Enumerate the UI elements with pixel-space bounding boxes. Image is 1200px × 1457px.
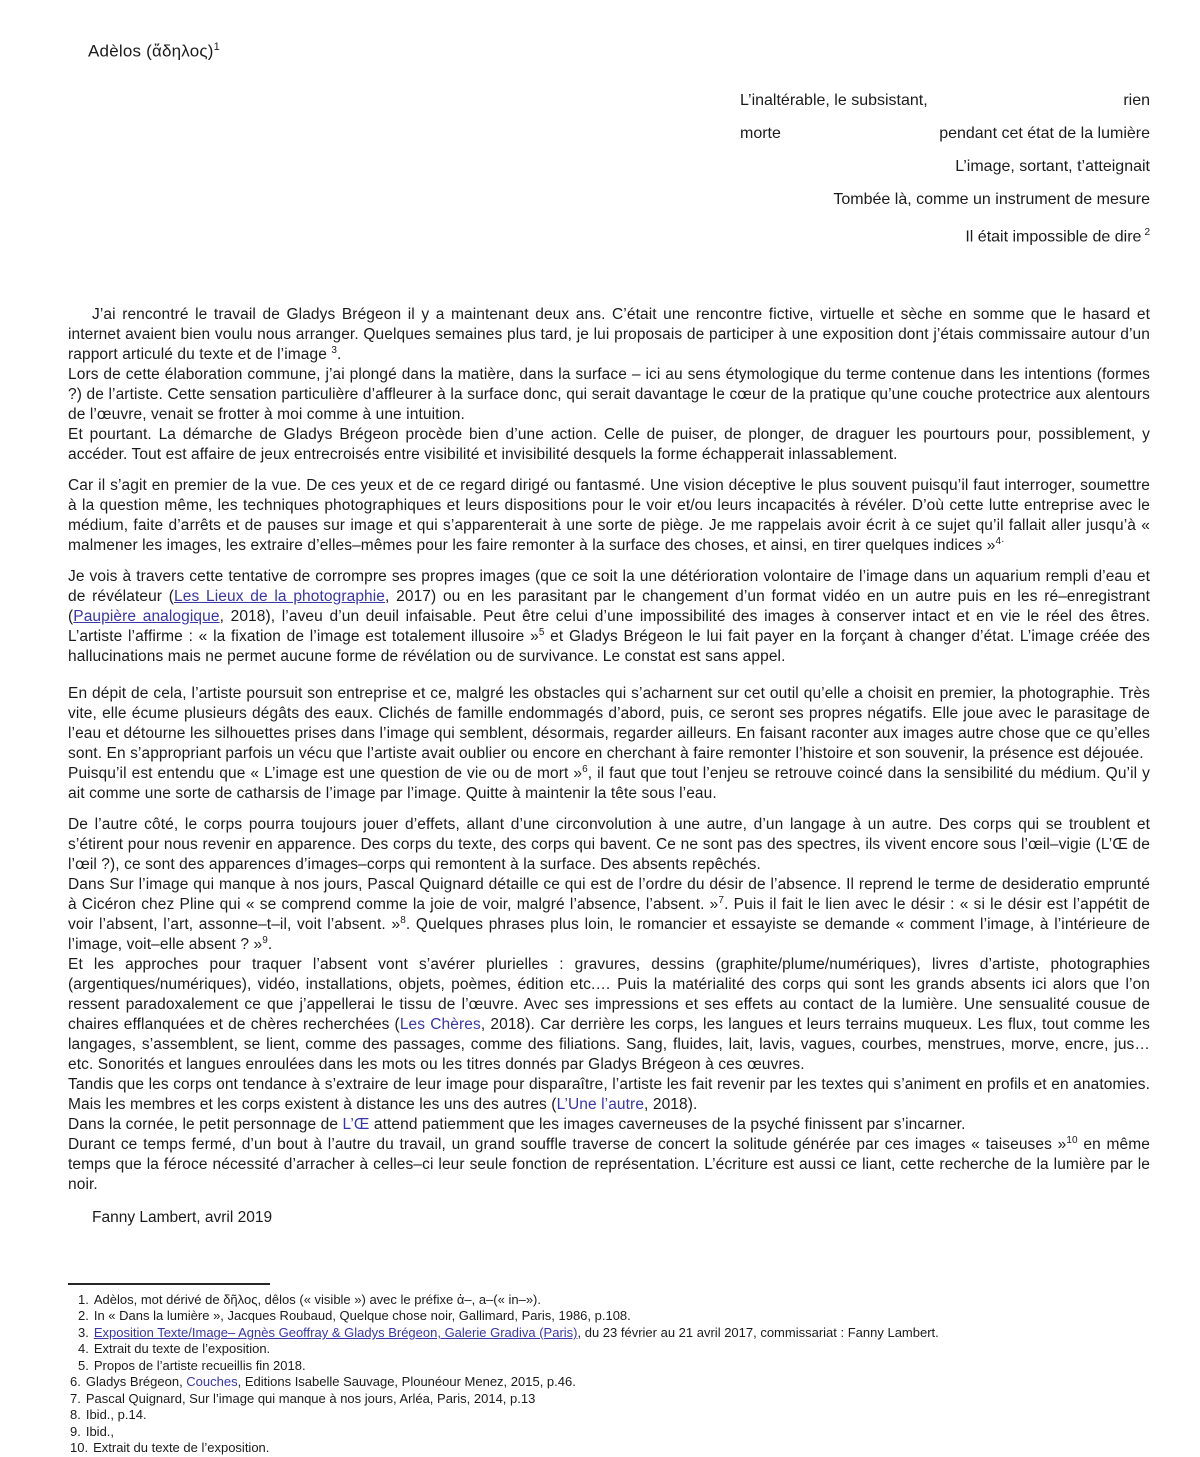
page-title: [68, 36, 1150, 63]
text-run: . Quelques phrases plus loin, le romancier et essayiste se demande « comment l’image, à l’intérieure de l’image, voit–elle absent ? »: [68, 915, 1151, 953]
poem-line: [740, 190, 1150, 210]
text-run: Extrait du texte de l’exposition.: [93, 1341, 271, 1357]
text-run: , 2018), l’aveu d’un deuil infaisable. Peut être celui d’une impossibilité des images à conserver intact et en vie le réel des êtres. L’artiste l’affirme : « la fixation de l’image est totalement illusoire »: [68, 607, 1150, 645]
poem-line-left: morte: [740, 124, 781, 142]
poem-line-right: Il était impossible de dire $^2$: [965, 226, 1150, 245]
body-paragraph: [68, 476, 1150, 556]
text-run: , 2018). Car derrière les corps, les langues et leurs terrains muqueux. Les flux, tout comme les langages, s’assemblent, se lient, comme des passages, comme des filiations. Sang, fluides, lait, lavis, vagues, courbes, menstrues, morve, encre, jus… etc. Sonorités et langues enroulées dans les mots ou les titres donnés par Gladys Brégeon à ces œuvres.: [68, 1015, 1151, 1073]
body-paragraph: [68, 1075, 1150, 1115]
poem-line-left: L’inaltérable, le subsistant,: [740, 91, 928, 109]
body-paragraph: [68, 684, 1150, 764]
inline-link[interactable]: Les Chères: [399, 1015, 481, 1033]
footnote-ref: 7: [718, 894, 725, 906]
text-run: Lors de cette élaboration commune, j’ai plongé dans la matière, dans la surface – ici au sens étymologique du terme contenue dans les intentions (formes ?) de l’artiste. Cette sensation particulière d’affleurer à la surface donc, qui serait davantage le cœur de la pratique qu’une couche protectrice aux alentours de l’œuvre, venait se frotter à moi comme à une intuition.: [68, 365, 1150, 423]
poem-line: [740, 157, 1150, 177]
body-paragraph: [68, 1135, 1150, 1195]
body-paragraph: [68, 815, 1150, 875]
text-run: Propos de l’artiste recueillis fin 2018.: [93, 1357, 306, 1373]
text-run: Et les approches pour traquer l’absent vont s’avérer plurielles : gravures, dessins (graphite/plume/numériques), livres d’artiste, photographies (argentiques/numériques), vidéo, installations, objets, poèmes, édition etc.… Puis la matérialité des corps qui sont les grands absents ici alors que l’on ressent paradoxalement ce que j’appellerai le tissu de l’œuvre. Avec ses impressions et ses effets au contact de la lumière. Une sensualité cousue de chaires efflanquées et de chères recherchées (: [68, 955, 1150, 1033]
body-paragraph: [68, 365, 1150, 425]
inline-link[interactable]: Paupière analogique: [73, 607, 220, 625]
poem-line: [740, 124, 1150, 144]
text-run: J’ai rencontré le travail de Gladys Brégeon il y a maintenant deux ans. C’était une rencontre fictive, virtuelle et sèche en somme que le hasard et internet avaient bien voulu nous arranger. Quelques semaines plus tard, je lui proposais de participer à une exposition dont j’étais commissaire autour d’un rapport articulé du texte et de l’image: [68, 305, 1150, 363]
text-run: Ibid.,: [85, 1423, 115, 1439]
footnote-number: 9.: [70, 1423, 81, 1439]
text-run: In « Dans la lumière », Jacques Roubaud, Quelque chose noir, Gallimard, Paris, 1986, p.108.: [93, 1308, 631, 1324]
poem: [740, 91, 1150, 247]
footnote-ref: 8: [400, 914, 406, 926]
text-run: .: [267, 935, 273, 953]
footnote-item: [68, 1308, 1150, 1325]
text-run: en même temps que la féroce nécessité d’arracher à celles–ci leur seule fonction de représentation. L’écriture est aussi ce liant, cette recherche de la lumière par le noir.: [68, 1135, 1151, 1193]
footnote-number: 8.: [70, 1407, 81, 1423]
body-paragraph: [68, 1115, 1150, 1135]
footnote-item: [68, 1292, 1150, 1309]
body-paragraph: [68, 875, 1150, 955]
text-run: , Editions Isabelle Sauvage, Plounéour Menez, 2015, p.46.: [237, 1374, 576, 1390]
body-paragraph: [68, 425, 1150, 465]
title-footnote-ref: 1: [213, 41, 220, 53]
text-run: Durant ce temps fermé, d’un bout à l’autre du travail, un grand souffle traverse de concert la solitude générée par ces images « taiseuses »: [68, 1135, 1067, 1153]
page-title-text: Adèlos (ἄδηλος): [88, 41, 214, 61]
footnote-ref: 10: [1066, 1134, 1078, 1146]
footnote-ref: 6: [582, 763, 588, 775]
poem-line-right: rien: [1123, 91, 1150, 109]
footnote-item: [68, 1374, 1150, 1391]
poem-line: [740, 223, 1150, 247]
text-run: En dépit de cela, l’artiste poursuit son entreprise et ce, malgré les obstacles qui s’acharnent sur cet outil qu’elle a choisit en premier, la photographie. Très vite, elle écume plusieurs dégâts des eaux. Clichés de famille endommagés d’abord, puis, ce seront ses propres négatifs. Elle joue avec le parasitage de l’eau et détourne les silhouettes prises dans l’image qui semblent, désormais, regarder ailleurs. En faisant raconter aux images autre chose que ce qu’elles sont. En s’appropriant parfois un vécu que l’artiste avait oublier ou encore en cherchant à faire remonter l’histoire et son souvenir, la présence est déjouée.: [68, 684, 1150, 762]
text-run: , 2018).: [644, 1095, 698, 1113]
inline-link[interactable]: Exposition Texte/Image– Agnès Geoffray & Gladys Brégeon, Galerie Gradiva (Paris): [93, 1324, 578, 1340]
footnote-number: 3.: [78, 1324, 89, 1340]
footnote-item: [68, 1440, 1150, 1457]
footnote-ref: 4·: [995, 535, 1005, 547]
footnote-ref: 2: [1144, 226, 1150, 238]
text-run: Ibid., p.14.: [85, 1407, 147, 1423]
text-run: Car il s’agit en premier de la vue. De ces yeux et de ce regard dirigé ou fantasmé. Une vision déceptive le plus souvent puisqu’il faut interroger, soumettre à la question même, les techniques photographiques et leurs dispositions pour le voir et/ou leurs incapacités à révéler. D’où cette lutte entreprise avec le médium, faite d’arrêts et de pauses sur image et qui s’apparenterait à une sorte de piège. Je me rappelais avoir écrit à ce sujet qu’il fallait aller jusqu’à « malmener les images, les extraire d’elles–mêmes pour les faire remonter à la surface des choses, et ainsi, en tirer quelques indices »: [68, 476, 1150, 554]
text-run: De l’autre côté, le corps pourra toujours jouer d’effets, allant d’une circonvolution à une autre, d’un langage à un autre. Des corps qui se troublent et s’étirent pour nous revenir en apparence. Des corps du texte, des corps qui bavent. Ce ne sont pas des spectres, ils vivent encore sous l’œil–vigie (L’Œ de l’œil ?), ce sont des apparences d’images–corps qui remontent à la surface. Des absents repêchés.: [68, 815, 1150, 873]
text-run: , 2017) ou en les parasitant par le changement d’un format vidéo en un autre puis en les ré–enregistrant (: [68, 587, 1150, 625]
text-run: attend patiemment que les images caverneuses de la psyché finissent par s’incarner.: [369, 1115, 966, 1133]
text-run: Dans la cornée, le petit personnage de: [68, 1115, 343, 1133]
footnote-number: 10.: [70, 1440, 89, 1456]
text-run: et Gladys Brégeon le lui fait payer en la forçant à changer d’état. L’image créée des hallucinations mais ne permet aucune forme de révélation ou de survivance. Le constat est sans appel.: [68, 627, 1150, 665]
inline-link[interactable]: L’Œ: [342, 1115, 370, 1133]
poem-line-right: Tombée là, comme un instrument de mesure: [833, 190, 1150, 208]
poem-line: [740, 91, 1150, 111]
footnote-number: 7.: [70, 1390, 81, 1406]
poem-line-right: pendant cet état de la lumière: [939, 124, 1150, 142]
text-run: . Puis il fait le lien avec le désir : « si le désir est l’appétit de voir l’absent, l’art, assonne–t–il, voit l’absent. »: [68, 895, 1150, 933]
body-paragraph: [68, 567, 1150, 667]
footnote-divider: [68, 1283, 270, 1285]
footnote-item: [68, 1407, 1150, 1424]
footnote-number: 6.: [70, 1374, 81, 1390]
footnote-item: [68, 1424, 1150, 1441]
footnote-number: 4.: [78, 1341, 89, 1357]
footnote-item: [68, 1358, 1150, 1375]
inline-link[interactable]: Les Lieux de la photographie: [174, 587, 386, 605]
footnotes-section: [68, 1283, 1150, 1457]
inline-link[interactable]: L’Une l’autre: [556, 1095, 645, 1113]
text-run: , du 23 février au 21 avril 2017, commissariat : Fanny Lambert.: [577, 1324, 939, 1340]
text-run: Puisqu’il est entendu que « L’image est une question de vie ou de mort »: [68, 764, 583, 782]
text-run: Adèlos, mot dérivé de δῆλος, dêlos (« visible ») avec le préfixe ἀ–, a–(« in–»).: [93, 1291, 541, 1307]
text-run: Et pourtant. La démarche de Gladys Brégeon procède bien d’une action. Celle de puiser, de plonger, de draguer les pourtours pour, possiblement, y accéder. Tout est affaire de jeux entrecroisés entre visibilité et invisibilité desquels la forme échapperait inlassablement.: [68, 425, 1150, 463]
body-paragraph: [68, 764, 1150, 804]
footnote-ref: 3: [331, 344, 338, 356]
footnote-item: [68, 1341, 1150, 1358]
text-run: Gladys Brégeon,: [85, 1374, 187, 1390]
text-run: Tandis que les corps ont tendance à s’extraire de leur image pour disparaître, l’artiste les fait revenir par les textes qui s’animent en profils et en anatomies. Mais les membres et les corps existent à distance les uns des autres (: [68, 1075, 1150, 1113]
footnote-number: 5.: [78, 1357, 89, 1373]
footnote-item: [68, 1391, 1150, 1408]
footnote-number: 2.: [78, 1308, 89, 1324]
footnote-number: 1.: [78, 1291, 89, 1307]
inline-link[interactable]: Couches: [186, 1374, 238, 1390]
footnote-item: [68, 1325, 1150, 1342]
body-text: [68, 305, 1150, 1195]
signature: Fanny Lambert, avril 2019: [92, 1208, 273, 1226]
text-run: .: [337, 345, 342, 363]
body-paragraph: [68, 305, 1150, 365]
footnote-ref: 9: [262, 934, 268, 946]
text-run: Dans Sur l’image qui manque à nos jours, Pascal Quignard détaille ce qui est de l’ordre du désir de l’absence. Il reprend le terme de desideratio emprunté à Cicéron chez Pline qui « se comprend comme la joie de voir, malgré l’absence, l’absent. »: [68, 875, 1150, 913]
text-run: Je vois à travers cette tentative de corrompre ses propres images (que ce soit la une détérioration volontaire de l’image dans un aquarium rempli d’eau et de révélateur (: [68, 567, 1150, 605]
body-paragraph: [68, 955, 1150, 1075]
text-run: Extrait du texte de l’exposition.: [93, 1440, 270, 1456]
footnote-ref: 5: [538, 626, 545, 638]
text-run: , il faut que tout l’enjeu se retrouve coincé dans la sensibilité du médium. Qu’il y ait comme une sorte de catharsis de l’image par l’image. Quitte à maintenir la tête sous l’eau.: [68, 764, 1151, 802]
text-run: Pascal Quignard, Sur l’image qui manque à nos jours, Arléa, Paris, 2014, p.13: [85, 1390, 536, 1406]
poem-line-right: L’image, sortant, t’atteignait: [955, 157, 1150, 175]
